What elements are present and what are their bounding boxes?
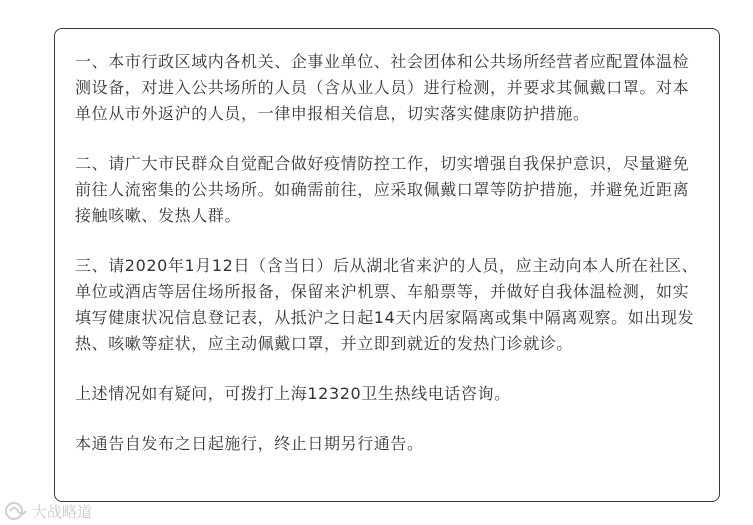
notice-paragraph-4: 上述情况如有疑问，可拨打上海12320卫生热线电话咨询。 [75,384,511,403]
watermark [4,500,92,522]
notice-paragraph-1: 一、本市行政区域内各机关、企事业单位、社会团体和公共场所经营者应配置体温检测设备，对进入公共场所的人员（含从业人员）进行检测，并要求其佩戴口罩。对本单位从市外返沪的人员，一律申报相关信息，切实落实健康防护措施。 [75,52,690,123]
notice-box [54,28,720,502]
watermark-logo-icon [4,501,28,521]
notice-paragraph-2: 二、请广大市民群众自觉配合做好疫情防控工作，切实增强自我保护意识，尽量避免前往人流密集的公共场所。如确需前往，应采取佩戴口罩等防护措施，并避免近距离接触咳嗽、发热人群。 [75,154,690,225]
watermark-text: 大战略道 [32,502,93,521]
notice-paragraph-5: 本通告自发布之日起施行，终止日期另行通告。 [75,434,424,453]
notice-paragraph-3: 三、请2020年1月12日（含当日）后从湖北省来沪的人员，应主动向本人所在社区、单位或酒店等居住场所报备，保留来沪机票、车船票等，并做好自我体温检测，如实填写健康状况信息登记表，从抵沪之日起14天内居家隔离或集中隔离观察。如出现发热、咳嗽等症状，应主动佩戴口罩，并立即到就近的发热门诊就诊。 [75,256,699,353]
